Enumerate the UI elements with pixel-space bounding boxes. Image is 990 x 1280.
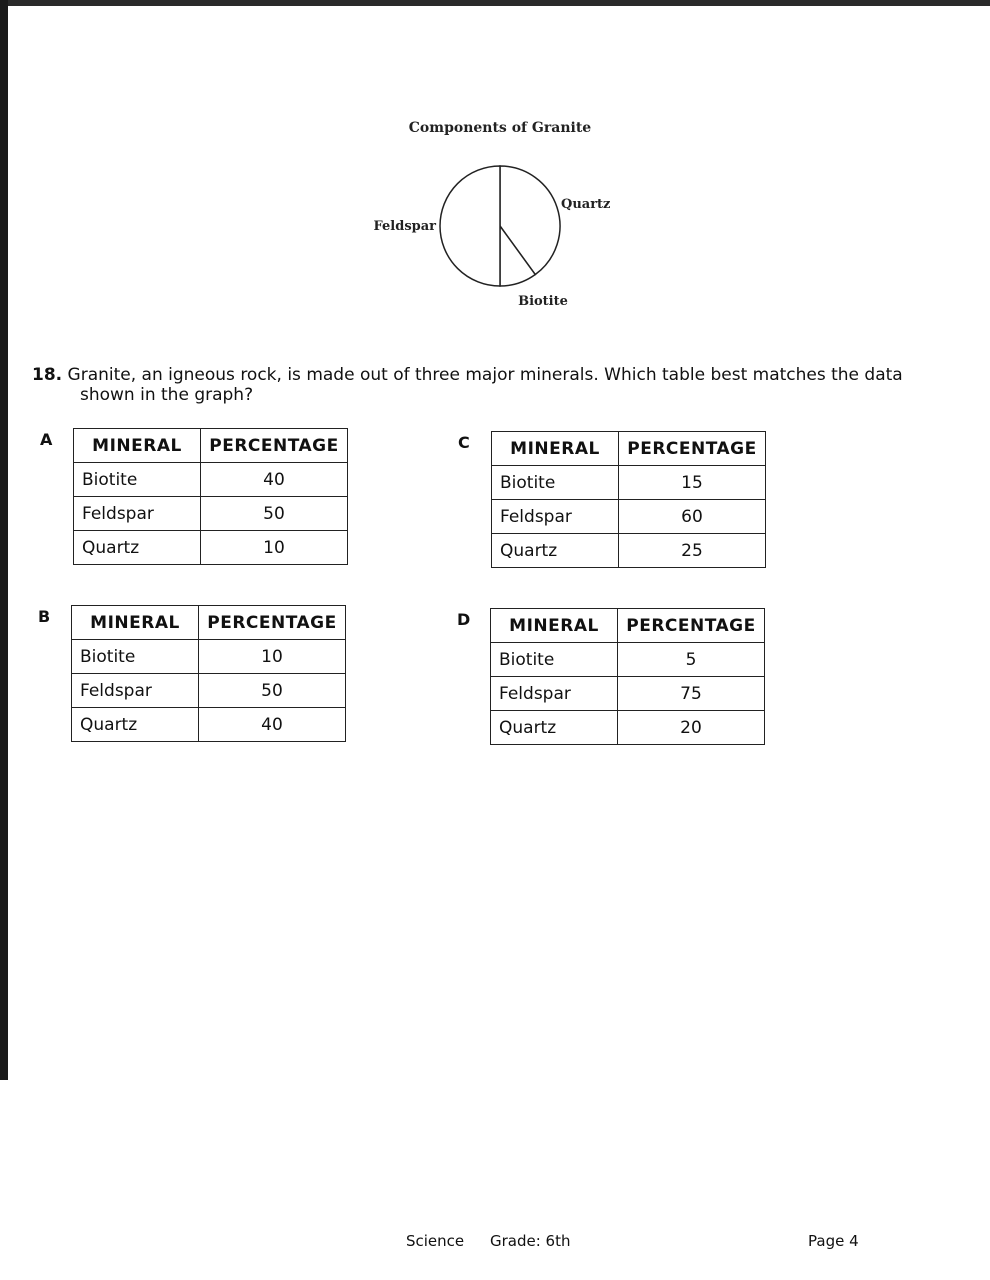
table-row [491,643,765,677]
question-text-line1: Granite, an igneous rock, is made out of three major minerals. Which table best matches the data [67,365,903,385]
answer-table-c[interactable] [491,431,766,568]
cell-mineral: Feldspar [492,500,619,534]
scan-edge-left [0,0,8,1080]
cell-percentage: 40 [201,463,348,497]
header-mineral: MINERAL [74,429,201,463]
table-header-row [74,429,348,463]
table-row [492,534,766,568]
table-header-row [492,432,766,466]
table-row [491,677,765,711]
table-row [72,640,346,674]
cell-percentage: 50 [199,674,346,708]
cell-percentage: 60 [619,500,766,534]
footer-subject: Science [406,1232,465,1250]
chart-title: Components of Granite [408,120,592,136]
header-percentage: PERCENTAGE [201,429,348,463]
pie-label-quartz: Quartz [561,197,611,212]
option-letter-c[interactable]: C [458,433,470,452]
answer-table-a[interactable] [73,428,348,565]
cell-percentage: 5 [618,643,765,677]
cell-percentage: 15 [619,466,766,500]
table-row [74,531,348,565]
answer-table-b[interactable] [71,605,346,742]
cell-percentage: 10 [201,531,348,565]
cell-mineral: Feldspar [72,674,199,708]
option-letter-a[interactable]: A [40,430,53,449]
header-mineral: MINERAL [72,606,199,640]
table-row [492,500,766,534]
cell-mineral: Quartz [74,531,201,565]
pie-label-feldspar: Feldspar [373,219,436,234]
pie-chart [360,112,640,322]
table-row [492,466,766,500]
table-row [491,711,765,745]
pie-chart-svg [360,112,640,322]
cell-percentage: 10 [199,640,346,674]
question-18 [32,365,962,405]
cell-percentage: 25 [619,534,766,568]
cell-mineral: Quartz [72,708,199,742]
table-header-row [72,606,346,640]
cell-mineral: Biotite [491,643,618,677]
cell-percentage: 75 [618,677,765,711]
option-letter-b[interactable]: B [38,607,51,626]
header-percentage: PERCENTAGE [199,606,346,640]
cell-percentage: 40 [199,708,346,742]
cell-percentage: 50 [201,497,348,531]
cell-mineral: Biotite [492,466,619,500]
cell-mineral: Feldspar [491,677,618,711]
table-header-row [491,609,765,643]
footer-page-number: Page 4 [808,1232,859,1250]
pie-label-biotite: Biotite [518,294,568,309]
table-row [72,674,346,708]
header-mineral: MINERAL [492,432,619,466]
scan-edge-top [0,0,990,6]
question-number: 18. [32,365,63,385]
cell-mineral: Feldspar [74,497,201,531]
cell-mineral: Quartz [492,534,619,568]
header-mineral: MINERAL [491,609,618,643]
question-text-line2: shown in the graph? [80,385,254,405]
table-row [74,463,348,497]
header-percentage: PERCENTAGE [618,609,765,643]
cell-percentage: 20 [618,711,765,745]
table-row [74,497,348,531]
option-letter-d[interactable]: D [457,610,471,629]
cell-mineral: Quartz [491,711,618,745]
table-row [72,708,346,742]
header-percentage: PERCENTAGE [619,432,766,466]
cell-mineral: Biotite [74,463,201,497]
footer-grade: Grade: 6th [490,1232,571,1250]
pie-slice-feldspar [440,166,500,286]
answer-table-d[interactable] [490,608,765,745]
cell-mineral: Biotite [72,640,199,674]
